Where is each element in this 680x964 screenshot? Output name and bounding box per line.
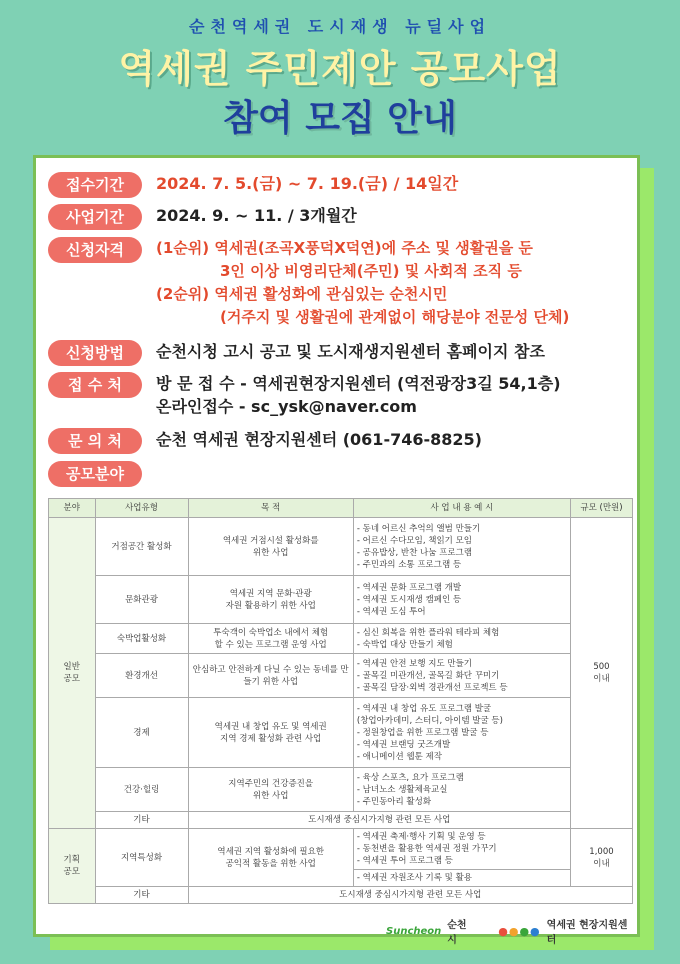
row-type: 경제 [95, 698, 188, 768]
plan-items: - 역세권 축제·행사 기획 및 운영 등 - 동천변을 활용한 역세권 정원 가꾸기 - 역세권 투어 프로그램 등 [353, 829, 570, 870]
project-label: 사업기간 [48, 204, 142, 230]
row-type: 거점공간 활성화 [95, 518, 188, 576]
plan-type: 지역특성화 [95, 829, 188, 887]
qualification-label: 신청자격 [48, 237, 142, 263]
program-table [48, 498, 633, 904]
receive-email[interactable]: 온라인접수 - sc_ysk@naver.com [156, 397, 417, 416]
row-items: - 동네 어르신 추억의 앨범 만들기 - 어르신 수다모임, 책읽기 모임 - 공유밥상, 반찬 나눔 프로그램 - 주민과의 소통 프로그램 등 [353, 518, 570, 576]
period-value: 2024. 7. 5.(금) ~ 7. 19.(금) / 14일간 [156, 174, 459, 193]
receive-label: 접 수 처 [48, 372, 142, 398]
plan-purpose: 역세권 지역 활성화에 필요한 공익적 활동을 위한 사업 [188, 829, 353, 887]
header-scale: 규모 (만원) [570, 499, 632, 518]
general-scale: 500 이내 [570, 518, 632, 829]
other-text: 도시재생 중심시가지형 관련 모든 사업 [188, 812, 570, 829]
row-purpose: 역세권 지역 문화·관광 자원 활용하기 위한 사업 [188, 576, 353, 624]
table-row [49, 698, 633, 768]
row-purpose: 지역주민의 건강증진을 위한 사업 [188, 768, 353, 812]
row-type: 환경개선 [95, 654, 188, 698]
row-type: 건강·힐링 [95, 768, 188, 812]
inquiry-label: 문 의 처 [48, 428, 142, 454]
plan-items-2: - 역세권 자원조사 기록 및 활용 [353, 870, 570, 887]
table-row [49, 518, 633, 576]
row-purpose: 역세권 내 창업 유도 및 역세권 지역 경제 활성화 관련 사업 [188, 698, 353, 768]
row-type: 문화관광 [95, 576, 188, 624]
row-purpose: 투숙객이 숙박업소 내에서 체험 할 수 있는 프로그램 운영 사업 [188, 624, 353, 654]
info-card [33, 155, 640, 946]
header-purpose: 목 적 [188, 499, 353, 518]
method-label: 신청방법 [48, 340, 142, 366]
receive-line-1: 방 문 접 수 - 역세권현장지원센터 (역전광장3길 54,1층) [156, 374, 561, 393]
main-title-2: 참여 모집 안내 [223, 98, 457, 139]
other2-label: 기타 [95, 887, 188, 904]
period-row [48, 172, 458, 198]
planning-scale: 1,000 이내 [570, 829, 632, 887]
center-logo-icon: ● ● ● ● [498, 924, 540, 938]
row-purpose: 역세권 거점시설 활성화를 위한 사업 [188, 518, 353, 576]
main-title: 역세권 주민제안 공모사업 [118, 47, 562, 91]
qual-line-1: (1순위) 역세권(조곡X풍덕X덕연)에 주소 및 생활권을 둔 [156, 239, 533, 257]
header-type: 사업유형 [95, 499, 188, 518]
general-category: 일반 공모 [49, 518, 96, 829]
method-row [48, 340, 545, 366]
table-row [49, 829, 633, 870]
inquiry-row [48, 428, 482, 454]
planning-category: 기획 공모 [49, 829, 96, 904]
qual-line-4: (거주지 및 생활권에 관계없이 해당분야 전문성 단체) [220, 308, 570, 326]
field-row [48, 461, 142, 487]
other-label: 기타 [95, 812, 188, 829]
qual-line-3: (2순위) 역세권 활성화에 관심있는 순천시민 [156, 285, 448, 303]
qual-line-2: 3인 이상 비영리단체(주민) 및 사회적 조직 등 [220, 262, 522, 280]
subtitle: 순천역세권 도시재생 뉴딜사업 [188, 17, 492, 36]
row-items: - 육상 스포츠, 요가 프로그램 - 남녀노소 생활체육교실 - 주민동아리 활성화 [353, 768, 570, 812]
row-purpose: 안심하고 안전하게 다닐 수 있는 동네를 만 들기 위한 사업 [188, 654, 353, 698]
method-value: 순천시청 고시 공고 및 도시재생지원센터 홈페이지 참조 [156, 342, 545, 361]
header-field: 분야 [49, 499, 96, 518]
header-content: 사 업 내 용 예 시 [353, 499, 570, 518]
project-value: 2024. 9. ~ 11. / 3개월간 [156, 206, 357, 225]
table-row [49, 654, 633, 698]
receive-row [48, 372, 561, 418]
table-row [49, 576, 633, 624]
inquiry-value: 순천 역세권 현장지원센터 (061-746-8825) [156, 430, 482, 449]
table-row [49, 624, 633, 654]
row-items: - 역세권 안전 보행 지도 만들기 - 골목길 미관개선, 골목길 화단 꾸미기 - 골목길 담장·외벽 경관개선 프로젝트 등 [353, 654, 570, 698]
row-items: - 역세권 내 창업 유도 프로그램 발굴 (창업아카데미, 스터디, 아이템 발굴 등) - 정원창업을 위한 프로그램 발굴 등 - 역세권 브랜딩 굿즈개발 - 애니메이션 웹툰 제작 [353, 698, 570, 768]
table-header-row [49, 499, 633, 518]
project-row [48, 204, 357, 230]
row-items: - 심신 회복을 위한 플라워 테라피 체험 - 숙박업 대상 만들기 체험 [353, 624, 570, 654]
other2-text: 도시재생 중심시가지형 관련 모든 사업 [188, 887, 632, 904]
table-row [49, 768, 633, 812]
row-type: 숙박업활성화 [95, 624, 188, 654]
row-items: - 역세권 문화 프로그램 개발 - 역세권 도시재생 캠페인 등 - 역세권 도심 투어 [353, 576, 570, 624]
period-label: 접수기간 [48, 172, 142, 198]
footer-logos [386, 916, 637, 946]
city-logo-icon: Suncheon [386, 925, 442, 937]
city-name: 순천시 [447, 920, 467, 946]
field-label: 공모분야 [48, 461, 142, 487]
table-row [49, 812, 633, 829]
table-row [49, 887, 633, 904]
center-name: 역세권 현장지원센터 [546, 920, 628, 946]
qualification-row [48, 237, 569, 329]
